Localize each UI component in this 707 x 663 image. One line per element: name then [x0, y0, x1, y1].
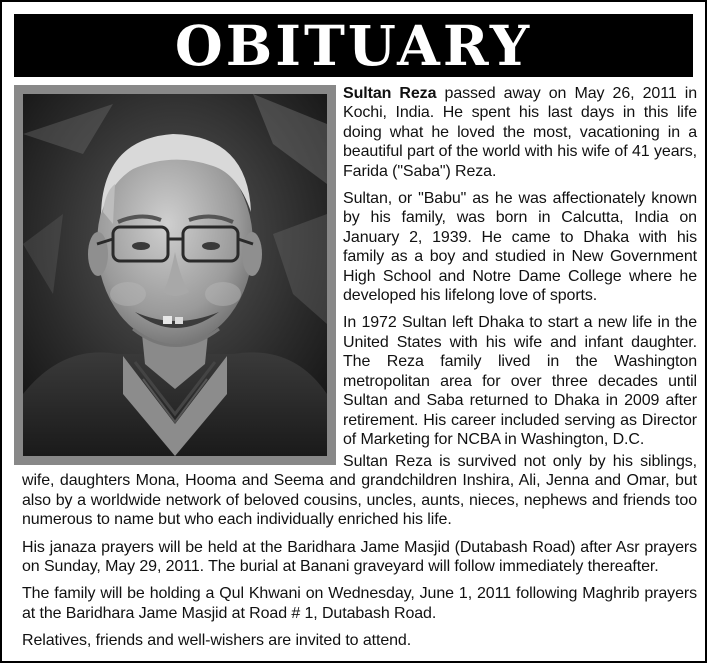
paragraph-announcement — [343, 84, 697, 181]
obituary-column-right — [343, 84, 697, 457]
paragraph-invitation: Relatives, friends and well-wishers are invited to attend. — [22, 632, 412, 650]
paragraph-career: In 1972 Sultan left Dhaka to start a new life in the United States with his wife and infant daughter. The Reza family lived in the Washington metropolitan area for over three decades until Sultan and Saba returned to Dhaka in 2009 after retirement. His career included serving as Director of Marketing for NCBA in Washington, D.C. — [343, 314, 697, 448]
banner-title: OBITUARY — [174, 13, 533, 78]
paragraph-survivors: Sultan Reza is survived not only by his siblings, wife, daughters Mona, Hooma and Seema and grandchildren Inshira, Ali, Jenna and Omar, but also by a worldwide network of beloved cousins, uncles, aunts, nieces, nephews and friends too numerous to name but who each individually enriched his life. — [22, 453, 697, 529]
obituary-banner — [14, 14, 693, 77]
portrait-photo — [14, 85, 336, 465]
deceased-name: Sultan Reza — [343, 85, 437, 102]
obituary-column-full — [22, 452, 697, 659]
paragraph-early-life: Sultan, or "Babu" as he was affectionately known by his family, was born in Calcutta, India on January 2, 1939. He came to Dhaka with his family as a boy and studied in New Government High School and Notre Dame College where he developed his lifelong love of sports. — [343, 190, 697, 305]
paragraph-qul-khwani: The family will be holding a Qul Khwani on Wednesday, June 1, 2011 following Maghrib prayers at the Baridhara Jame Masjid at Road # 1, Dutabash Road. — [22, 585, 697, 622]
announcement-text: passed away on May 26, 2011 in Kochi, India. He spent his last days in this life doing what he loved the most, vacationing in a beautiful part of the world with his wife of 41 years, Farida ("Saba") Reza. — [343, 85, 698, 180]
portrait-image — [23, 94, 327, 456]
paragraph-janaza: His janaza prayers will be held at the Baridhara Jame Masjid (Dutabash Road) after Asr prayers on Sunday, May 29, 2011. The burial at Banani graveyard will follow immediately thereafter. — [22, 538, 697, 576]
